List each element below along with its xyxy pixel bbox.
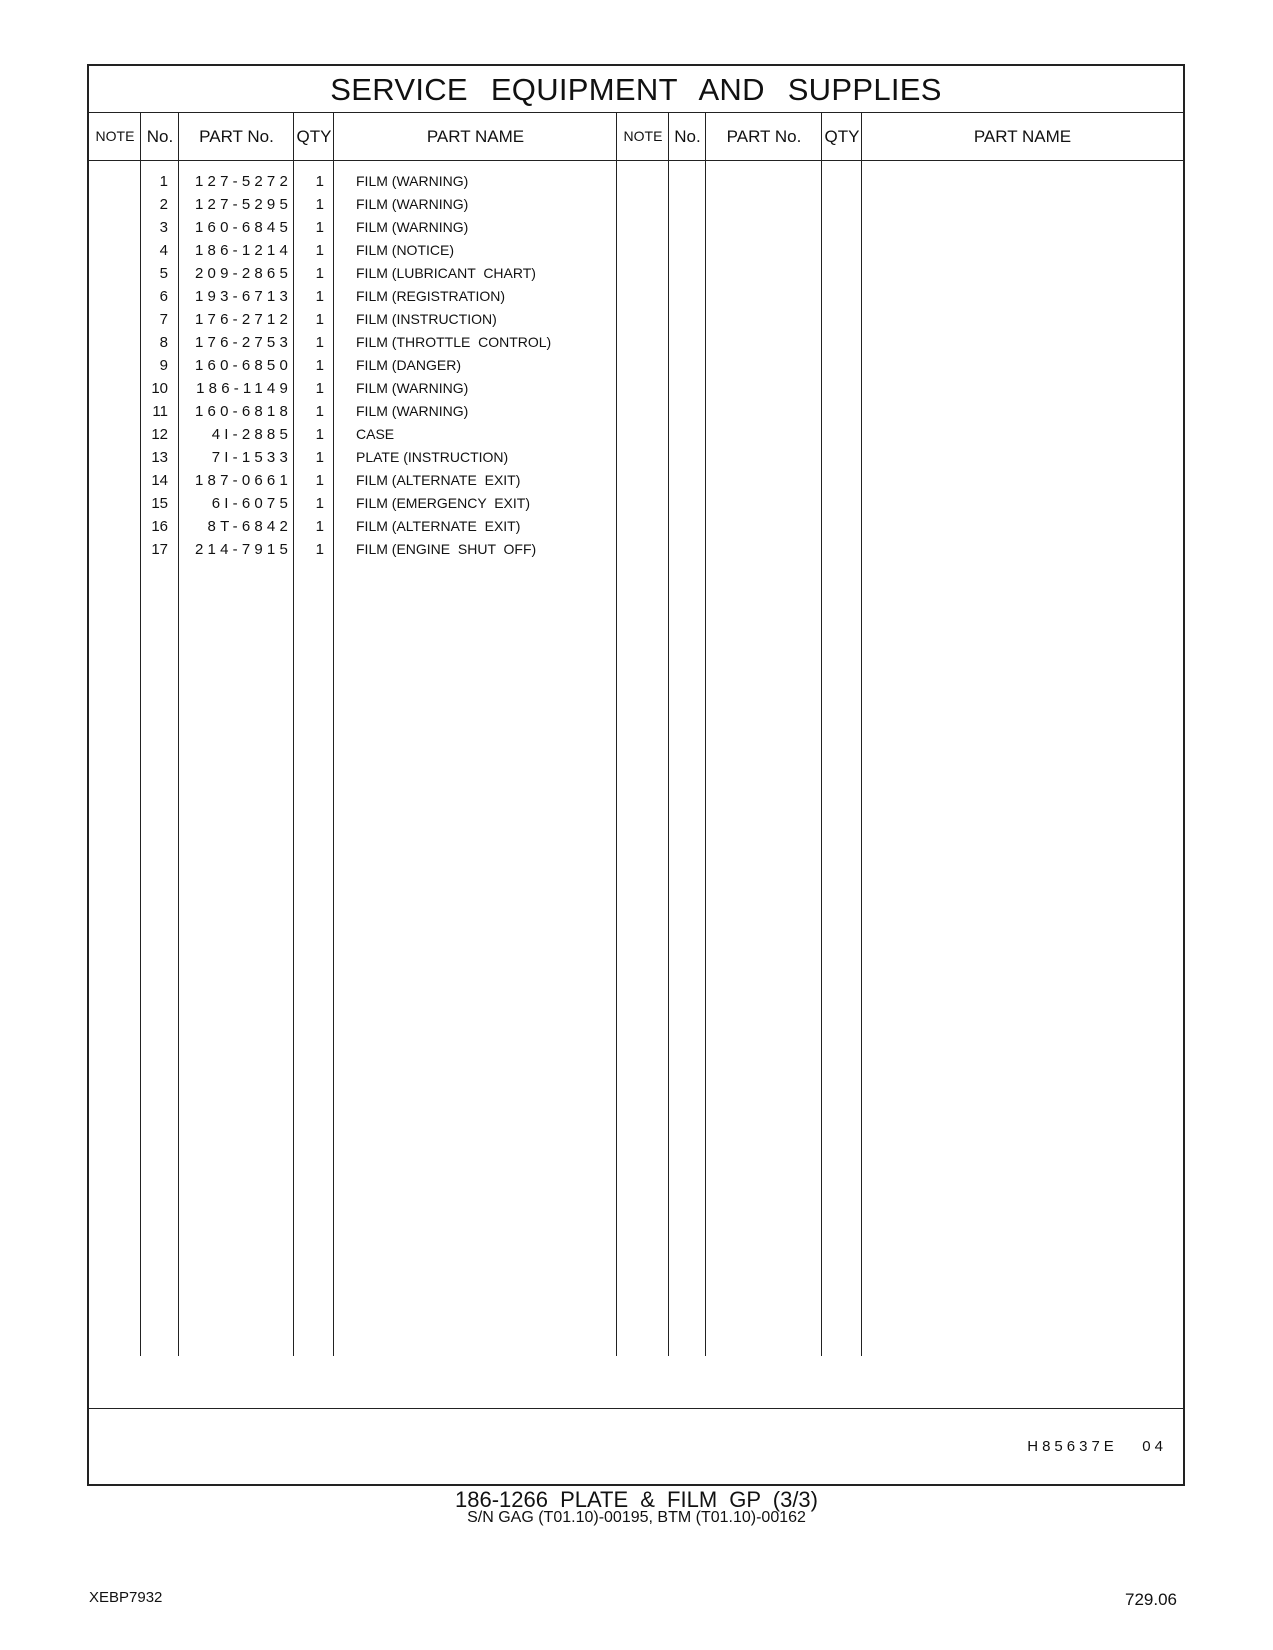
item-number: 10 [151, 380, 168, 397]
table-row [89, 492, 1183, 515]
serial-number-range: S/N GAG (T01.10)-00195, BTM (T01.10)-00162 [467, 1509, 806, 1526]
part-number: 176-2712 [195, 311, 292, 328]
table-row [89, 377, 1183, 400]
table-row [89, 538, 1183, 561]
quantity: 1 [315, 541, 324, 558]
part-name: FILM (THROTTLE CONTROL) [356, 334, 552, 350]
header-note-left: NOTE [95, 128, 135, 144]
part-name: FILM (EMERGENCY EXIT) [356, 495, 530, 511]
table-row [89, 285, 1183, 308]
part-number: 193-6713 [195, 288, 292, 305]
part-name: FILM (WARNING) [356, 219, 469, 235]
part-number: 209-2865 [195, 265, 292, 282]
quantity: 1 [315, 334, 324, 351]
quantity: 1 [315, 219, 324, 236]
item-number: 7 [159, 311, 168, 328]
part-number: 176-2753 [195, 334, 292, 351]
quantity: 1 [315, 380, 324, 397]
publication-number: XEBP7932 [89, 1589, 163, 1606]
item-number: 3 [159, 219, 168, 236]
item-number: 5 [159, 265, 168, 282]
table-row [89, 354, 1183, 377]
part-name: FILM (NOTICE) [356, 242, 454, 258]
part-name: FILM (DANGER) [356, 357, 461, 373]
page-number: 729.06 [1125, 1590, 1177, 1609]
part-number: 4I-2885 [211, 426, 292, 443]
header-part-name-left: PART NAME [426, 127, 525, 146]
document-reference: H85637E 04 [1027, 1438, 1167, 1455]
part-number: 160-6845 [195, 219, 292, 236]
table-row [89, 331, 1183, 354]
header-part-name-right: PART NAME [973, 127, 1072, 146]
header-part-no-right: PART No. [726, 127, 802, 146]
part-name: FILM (ALTERNATE EXIT) [356, 518, 521, 534]
group-caption: 186-1266 PLATE & FILM GP (3/3) [454, 1487, 818, 1512]
header-no-right: No. [674, 127, 701, 146]
quantity: 1 [315, 265, 324, 282]
item-number: 6 [159, 288, 168, 305]
parts-list [89, 170, 1183, 561]
part-name: FILM (WARNING) [356, 403, 469, 419]
quantity: 1 [315, 403, 324, 420]
part-number: 6I-6075 [211, 495, 292, 512]
part-number: 127-5272 [195, 173, 292, 190]
item-number: 14 [151, 472, 168, 489]
table-row [89, 469, 1183, 492]
table-row [89, 193, 1183, 216]
quantity: 1 [315, 173, 324, 190]
item-number: 11 [152, 403, 168, 420]
item-number: 2 [159, 196, 168, 213]
part-number: 8T-6842 [207, 518, 292, 535]
quantity: 1 [315, 518, 324, 535]
part-name: FILM (WARNING) [356, 196, 469, 212]
part-number: 187-0661 [195, 472, 292, 489]
item-number: 17 [151, 541, 168, 558]
header-qty-left: QTY [296, 127, 332, 146]
parts-table [87, 64, 1185, 1486]
part-number: 186-1149 [196, 380, 292, 397]
part-name: PLATE (INSTRUCTION) [356, 449, 509, 465]
table-row [89, 446, 1183, 469]
part-number: 214-7915 [195, 541, 292, 558]
table-row [89, 262, 1183, 285]
part-name: FILM (ALTERNATE EXIT) [356, 472, 521, 488]
item-number: 13 [151, 449, 168, 466]
part-number: 7I-1533 [211, 449, 292, 466]
part-number: 160-6850 [195, 357, 292, 374]
item-number: 16 [151, 518, 168, 535]
item-number: 1 [159, 173, 168, 190]
item-number: 9 [159, 357, 168, 374]
table-body-bottom-rule [89, 1408, 1183, 1409]
part-name: CASE [356, 426, 395, 442]
part-name: FILM (LUBRICANT CHART) [356, 265, 536, 281]
part-name: FILM (REGISTRATION) [356, 288, 506, 304]
quantity: 1 [315, 426, 324, 443]
quantity: 1 [315, 472, 324, 489]
quantity: 1 [315, 288, 324, 305]
part-name: FILM (INSTRUCTION) [356, 311, 497, 327]
part-name: FILM (WARNING) [356, 380, 469, 396]
header-row [89, 113, 1183, 161]
quantity: 1 [315, 357, 324, 374]
header-no-left: No. [146, 127, 174, 146]
part-number: 127-5295 [195, 196, 292, 213]
table-row [89, 515, 1183, 538]
table-row [89, 423, 1183, 446]
part-number: 186-1214 [195, 242, 292, 259]
quantity: 1 [315, 311, 324, 328]
quantity: 1 [315, 449, 324, 466]
table-row [89, 239, 1183, 262]
quantity: 1 [315, 242, 324, 259]
table-row [89, 170, 1183, 193]
item-number: 8 [159, 334, 168, 351]
quantity: 1 [315, 196, 324, 213]
table-title: SERVICE EQUIPMENT AND SUPPLIES [89, 66, 1183, 113]
item-number: 12 [151, 426, 168, 443]
table-row [89, 308, 1183, 331]
header-qty-right: QTY [824, 127, 860, 146]
header-note-right: NOTE [623, 128, 663, 144]
table-row [89, 400, 1183, 423]
table-row [89, 216, 1183, 239]
quantity: 1 [315, 495, 324, 512]
header-part-no-left: PART No. [199, 127, 274, 146]
item-number: 4 [159, 242, 168, 259]
part-name: FILM (WARNING) [356, 173, 469, 189]
part-number: 160-6818 [195, 403, 292, 420]
item-number: 15 [151, 495, 168, 512]
part-name: FILM (ENGINE SHUT OFF) [356, 541, 537, 557]
